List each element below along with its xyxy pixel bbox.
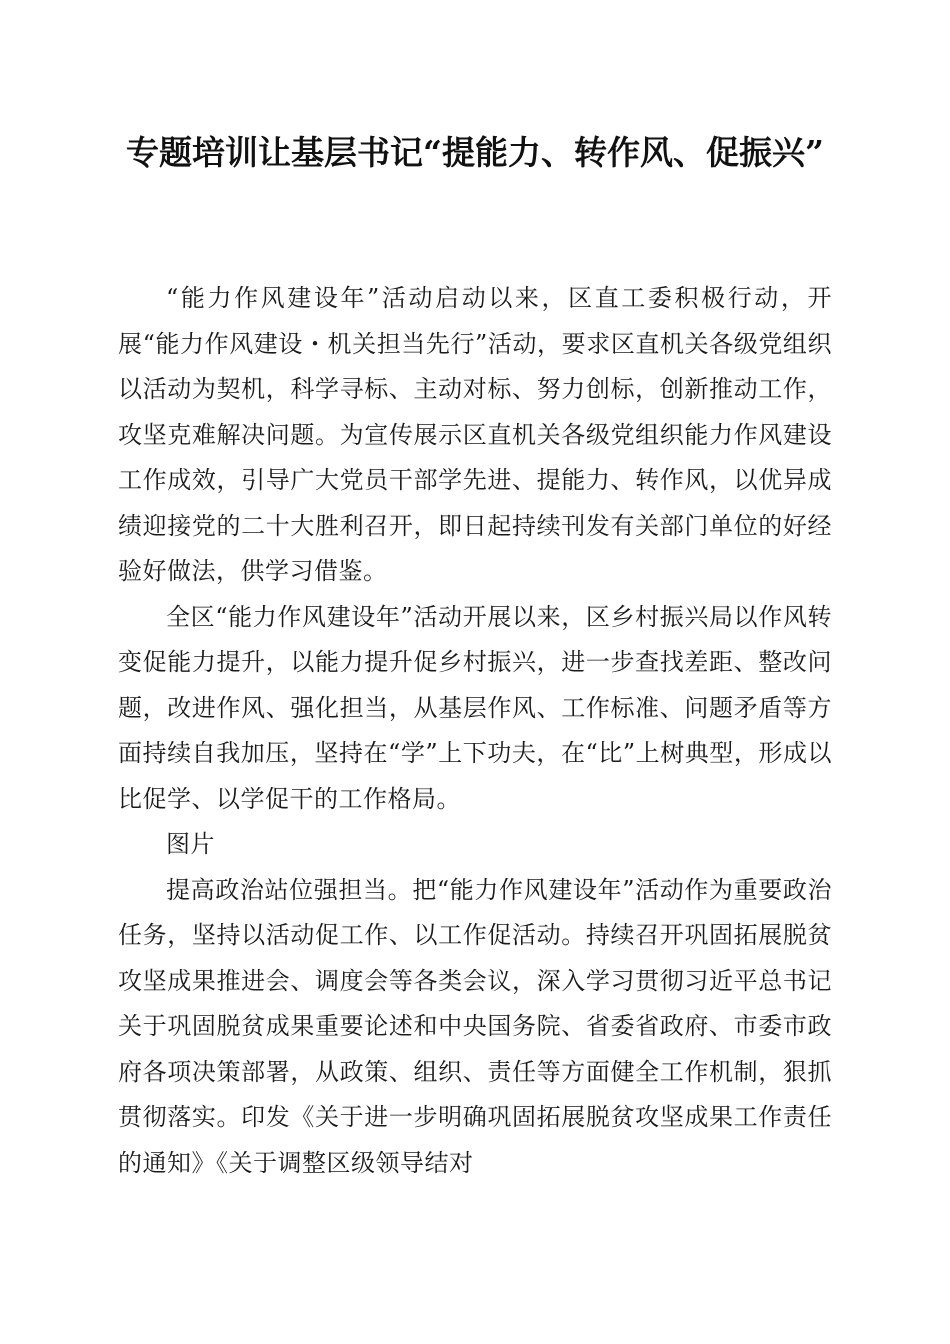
document-body bbox=[118, 276, 832, 1186]
paragraph-intro: “能力作风建设年”活动启动以来，区直工委积极行动，开展“能力作风建设・机关担当先行”活动，要求区直机关各级党组织以活动为契机，科学寻标、主动对标、努力创标，创新推动工作，攻坚克难解决问题。为宣传展示区直机关各级党组织能力作风建设工作成效，引导广大党员干部学先进、提能力、转作风，以优异成绩迎接党的二十大胜利召开，即日起持续刊发有关部门单位的好经验好做法，供学习借鉴。 bbox=[118, 284, 832, 585]
paragraph-political-standing: 提高政治站位强担当。把“能力作风建设年”活动作为重要政治任务，坚持以活动促工作、以工作促活动。持续召开巩固拓展脱贫攻坚成果推进会、调度会等各类会议，深入学习贯彻习近平总书记关于巩固脱贫成果重要论述和中央国务院、省委省政府、市委市政府各项决策部署，从政策、组织、责任等方面健全工作机制，狠抓贯彻落实。印发《关于进一步明确巩固拓展脱贫攻坚成果工作责任的通知》《关于调整区级领导结对 bbox=[118, 875, 832, 1177]
paragraph-overview: 全区“能力作风建设年”活动开展以来，区乡村振兴局以作风转变促能力提升，以能力提升促乡村振兴，进一步查找差距、整改问题，改进作风、强化担当，从基层作风、工作标准、问题矛盾等方面持续自我加压，坚持在“学”上下功夫，在“比”上树典型，形成以比促学、以学促干的工作格局。 bbox=[118, 602, 832, 813]
image-placeholder-label: 图片 bbox=[166, 830, 215, 858]
document-title: 专题培训让基层书记“提能力、转作风、促振兴” bbox=[126, 133, 824, 172]
